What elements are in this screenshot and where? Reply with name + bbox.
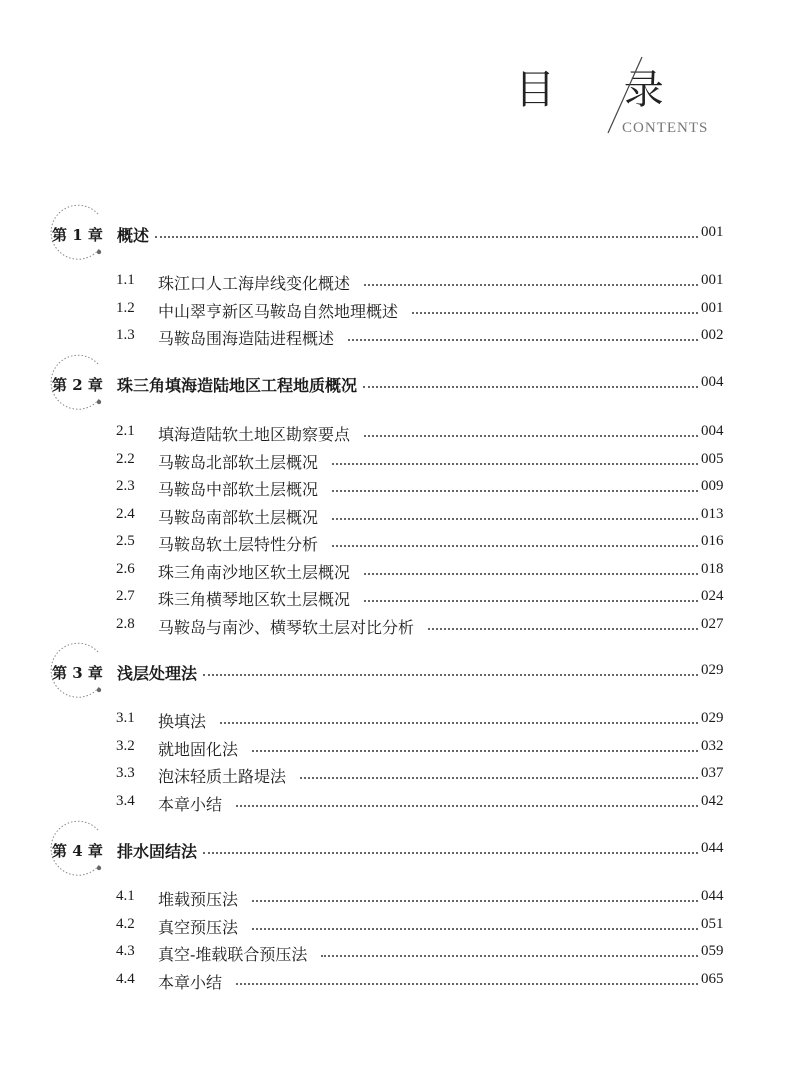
section-title: 就地固化法 [158,737,242,760]
section-title: 马鞍岛北部软土层概况 [158,450,322,473]
dot-leader [252,928,698,930]
section-number: 2.2 [116,451,135,467]
chapter-number: 第 2 章 [52,376,103,394]
section-number: 4.2 [116,916,135,932]
section-number: 4.3 [116,943,135,959]
toc-section-entry[interactable] [0,886,790,910]
dot-leader [321,955,698,957]
section-title: 马鞍岛软土层特性分析 [158,532,322,555]
toc-section-entry[interactable] [0,969,790,993]
toc-section-entry[interactable] [0,504,790,528]
section-title: 堆载预压法 [158,887,242,910]
section-title: 换填法 [158,709,210,732]
dot-leader [332,490,698,492]
section-title: 马鞍岛中部软土层概况 [158,477,322,500]
dot-leader [364,600,698,602]
dot-leader [364,435,698,437]
chapter-title: 排水固结法 [117,839,201,862]
section-number: 4.1 [116,888,135,904]
dot-leader [203,674,698,676]
section-title: 马鞍岛围海造陆进程概述 [158,326,338,349]
page-number: 065 [701,971,724,987]
dot-leader [332,463,698,465]
section-number: 2.4 [116,506,135,522]
dot-leader [428,628,698,630]
page-number: 001 [701,272,724,288]
chapter-number: 第 1 章 [52,226,103,244]
toc-section-entry[interactable] [0,941,790,965]
section-title: 泡沫轻质土路堤法 [158,764,290,787]
page-number: 032 [701,738,724,754]
page-number: 013 [701,506,724,522]
section-number: 3.2 [116,738,135,754]
page-title: 目 录 [515,67,692,113]
section-title: 中山翠亨新区马鞍岛自然地理概述 [158,299,402,322]
toc-section-entry[interactable] [0,449,790,473]
section-number: 2.3 [116,478,135,494]
toc-section-entry[interactable] [0,325,790,349]
dot-leader [332,545,698,547]
section-number: 2.6 [116,561,135,577]
section-title: 本章小结 [158,970,226,993]
section-title: 珠三角横琴地区软土层概况 [158,587,354,610]
dot-leader [364,573,698,575]
page-number: 029 [701,710,724,726]
section-title: 珠江口人工海岸线变化概述 [158,271,354,294]
toc-section-entry[interactable] [0,914,790,938]
section-number: 2.8 [116,616,135,632]
section-number: 3.1 [116,710,135,726]
page-number: 001 [701,300,724,316]
toc-section-entry[interactable] [0,586,790,610]
section-number: 2.1 [116,423,135,439]
page-number: 051 [701,916,724,932]
dot-leader [236,805,698,807]
page-number: 001 [701,224,724,240]
chapter-title: 概述 [117,223,153,246]
dot-leader [364,284,698,286]
page-number: 027 [701,616,724,632]
page-subtitle: CONTENTS [622,120,709,136]
toc-section-entry[interactable] [0,708,790,732]
page-number: 044 [701,840,724,856]
section-number: 2.5 [116,533,135,549]
section-title: 马鞍岛南部软土层概况 [158,505,322,528]
dot-leader [220,722,698,724]
toc-section-entry[interactable] [0,614,790,638]
section-number: 1.3 [116,327,135,343]
toc-section-entry[interactable] [0,298,790,322]
dot-leader [412,312,698,314]
page-number: 004 [701,423,724,439]
toc-chapter-entry[interactable] [0,222,790,246]
toc-chapter-entry[interactable] [0,372,790,396]
dot-leader [236,983,698,985]
dot-leader [332,518,698,520]
toc-section-entry[interactable] [0,763,790,787]
dot-leader [363,386,698,388]
section-number: 3.3 [116,765,135,781]
page-number: 005 [701,451,724,467]
page-number: 016 [701,533,724,549]
section-number: 1.2 [116,300,135,316]
toc-section-entry[interactable] [0,421,790,445]
toc-chapter-entry[interactable] [0,838,790,862]
section-title: 填海造陆软土地区勘察要点 [158,422,354,445]
page-number: 042 [701,793,724,809]
page-number: 059 [701,943,724,959]
page-number: 044 [701,888,724,904]
toc-section-entry[interactable] [0,791,790,815]
page-number: 037 [701,765,724,781]
dot-leader [155,236,698,238]
dot-leader [252,750,698,752]
dot-leader [348,339,698,341]
page-number: 002 [701,327,724,343]
dot-leader [252,900,698,902]
page-number: 029 [701,662,724,678]
page-number: 004 [701,374,724,390]
toc-section-entry[interactable] [0,476,790,500]
section-number: 2.7 [116,588,135,604]
section-title: 珠三角南沙地区软土层概况 [158,560,354,583]
toc-section-entry[interactable] [0,531,790,555]
section-number: 4.4 [116,971,135,987]
section-number: 3.4 [116,793,135,809]
section-title: 真空-堆载联合预压法 [158,942,311,965]
section-title: 真空预压法 [158,915,242,938]
page-number: 018 [701,561,724,577]
toc-section-entry[interactable] [0,270,790,294]
toc-section-entry[interactable] [0,559,790,583]
chapter-number: 第 4 章 [52,842,103,860]
toc-chapter-entry[interactable] [0,660,790,684]
chapter-number: 第 3 章 [52,664,103,682]
dot-leader [300,777,698,779]
page-number: 024 [701,588,724,604]
toc-section-entry[interactable] [0,736,790,760]
section-title: 本章小结 [158,792,226,815]
section-title: 马鞍岛与南沙、横琴软土层对比分析 [158,615,418,638]
chapter-title: 珠三角填海造陆地区工程地质概况 [117,373,361,396]
dot-leader [203,852,698,854]
page-number: 009 [701,478,724,494]
section-number: 1.1 [116,272,135,288]
chapter-title: 浅层处理法 [117,661,201,684]
